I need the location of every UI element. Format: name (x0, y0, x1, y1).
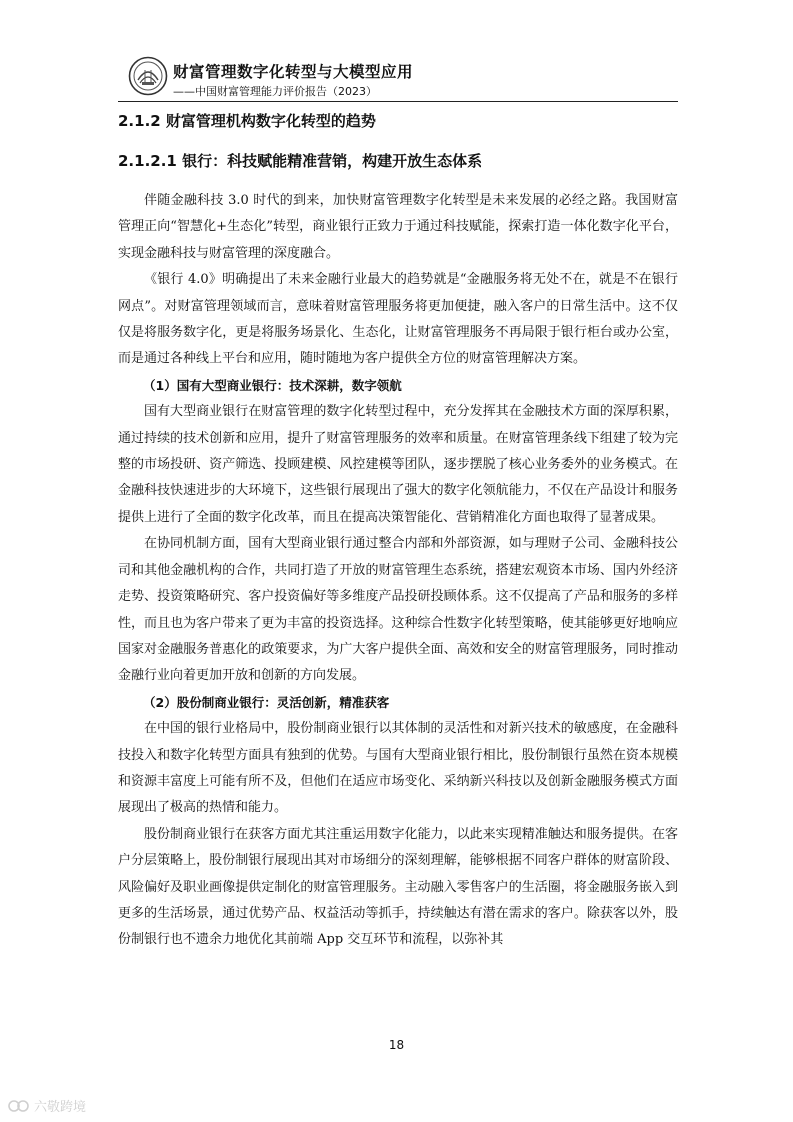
paragraph: 股份制商业银行在获客方面尤其注重运用数字化能力，以此来实现精准触达和服务提供。在客户分层策略上，股份制银行展现出其对市场细分的深刻理解，能够根据不同客户群体的财富阶段、风险偏好及职业画像提供定制化的财富管理服务。主动融入零售客户的生活圈，将金融服务嵌入到更多的生活场景，通过优势产品、权益活动等抓手，持续触达有潜在需求的客户。除获客以外，股份制银行也不遗余力地优化其前端 App 交互环节和流程，以弥补其 (118, 826, 678, 948)
watermark (8, 1096, 86, 1115)
report-subtitle: ——中国财富管理能力评价报告（2023） (173, 85, 377, 98)
paragraph: 在协同机制方面，国有大型商业银行通过整合内部和外部资源，如与理财子公司、金融科技公司和其他金融机构的合作，共同打造了开放的财富管理生态系统，搭建宏观资本市场、国内外经济走势、投资策略研究、客户投资偏好等多维度产品投研投顾体系。这不仅提高了产品和服务的多样性，而且也为客户带来了更为丰富的投资选择。这种综合性数字化转型策略，使其能够更好地响应国家对金融服务普惠化的政策要求，为广大客户提供全面、高效和安全的财富管理服务，同时推动金融行业向着更加开放和创新的方向发展。 (118, 536, 678, 684)
paragraph: 在中国的银行业格局中，股份制商业银行以其体制的灵活性和对新兴技术的敏感度，在金融科技投入和数字化转型方面具有独到的优势。与国有大型商业银行相比，股份制银行虽然在资本规模和资源丰富度上可能有所不及，但他们在适应市场变化、采纳新兴科技以及创新金融服务模式方面展现出了极高的热情和能力。 (118, 721, 678, 816)
watermark-logo-icon (8, 1098, 30, 1114)
section-subheading: 2.1.2.1 银行：科技赋能精准营销，构建开放生态体系 (118, 152, 483, 170)
institution-seal-logo (128, 56, 168, 96)
report-title: 财富管理数字化转型与大模型应用 (173, 62, 414, 81)
paragraph: 国有大型商业银行在财富管理的数字化转型过程中，充分发挥其在金融技术方面的深厚积累，通过持续的技术创新和应用，提升了财富管理服务的效率和质量。在财富管理条线下组建了较为完整的市场投研、资产筛选、投顾建模、风控建模等团队，逐步摆脱了核心业务委外的业务模式。在金融科技快速进步的大环境下，这些银行展现出了强大的数字化领航能力，不仅在产品设计和服务提供上进行了全面的数字化改革，而且在提高决策智能化、营销精准化方面也取得了显著成果。 (118, 404, 678, 525)
subsection-heading: （1）国有大型商业银行：技术深耕，数字领航 (143, 377, 402, 393)
paragraph: 伴随金融科技 3.0 时代的到来，加快财富管理数字化转型是未来发展的必经之路。我国财富管理正向“智慧化+生态化”转型，商业银行正致力于通过科技赋能，探索打造一体化数字化平台，实现金融科技与财富管理的深度融合。 (118, 193, 678, 261)
page-header (128, 54, 548, 104)
subsection-heading: （2）股份制商业银行：灵活创新，精准获客 (143, 694, 390, 710)
header-divider (118, 101, 678, 102)
page-number: 18 (388, 1038, 405, 1052)
paragraph: 《银行 4.0》明确提出了未来金融行业最大的趋势就是“金融服务将无处不在，就是不在银行网点”。对财富管理领域而言，意味着财富管理服务将更加便捷，融入客户的日常生活中。这不仅仅是将服务数字化，更是将服务场景化、生态化，让财富管理服务不再局限于银行柜台或办公室，而是通过各种线上平台和应用，随时随地为客户提供全方位的财富管理解决方案。 (118, 272, 678, 367)
body-text (118, 188, 678, 954)
section-heading: 2.1.2 财富管理机构数字化转型的趋势 (118, 112, 376, 130)
watermark-text: 六敬跨境 (34, 1100, 87, 1115)
